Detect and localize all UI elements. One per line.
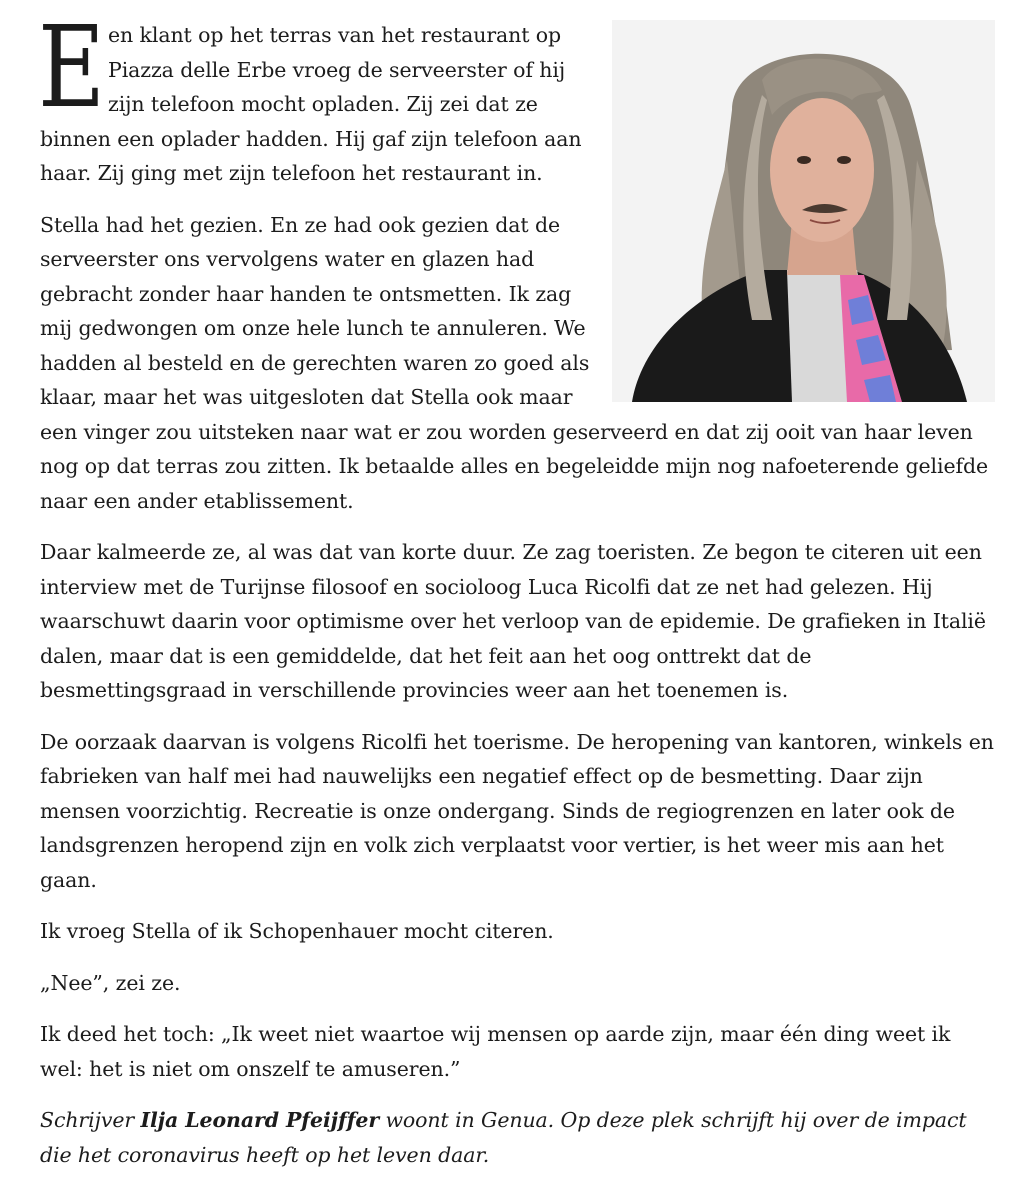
author-portrait-icon (612, 20, 995, 402)
paragraph-7: Ik deed het toch: „Ik weet niet waartoe wij mensen op aarde zijn, maar één ding weet ik wel: het is niet om onszelf te amuseren.” (40, 1022, 951, 1081)
author-portrait (612, 20, 995, 402)
paragraph-5: Ik vroeg Stella of ik Schopenhauer mocht citeren. (40, 919, 554, 943)
article-body (38, 3, 995, 1189)
author-name: Ilja Leonard Pfeijffer (140, 1108, 380, 1132)
paragraph-6: „Nee”, zei ze. (40, 970, 181, 995)
author-byline (40, 1103, 995, 1172)
paragraph-1-text: en klant op het terras van het restaurant op Piazza delle Erbe vroeg de serveerster of hij zijn telefoon mocht opladen. Zij zei dat ze binnen een oplader hadden. Hij gaf zijn telefoon aan haar. Zij ging met zijn telefoon het restaurant in. (40, 23, 582, 185)
paragraph-3: Daar kalmeerde ze, al was dat van korte duur. Ze zag toeristen. Ze begon te citeren uit een interview met de Turijnse filosoof en socioloog Luca Ricolfi dat ze net had gelezen. Hij waarschuwt daarin voor optimisme over het verloop van de epidemie. De grafieken in Italië dalen, maar dat is een gemiddelde, dat het feit aan het oog onttrekt dat de besmettingsgraad in verschillende provincies weer aan het toenemen is. (40, 540, 986, 702)
byline-prefix: Schrijver (40, 1108, 141, 1132)
dropcap-letter: E (38, 3, 105, 133)
byline-suffix: woont in Genua. Op deze plek schrijft hij over de impact die het coronavirus heeft op het leven daar. (40, 1108, 967, 1167)
paragraph-2: Stella had het gezien. En ze had ook gezien dat de serveerster ons vervolgens water en glazen had gebracht zonder haar handen te ontsmetten. Ik zag mij gedwongen om onze hele lunch te annuleren. We hadden al besteld en de gerechten waren zo goed als klaar, maar het was uitgesloten dat Stella ook maar een vinger zou uitsteken naar wat er zou worden geserveerd en dat zij ooit van haar leven nog op dat terras zou zitten. Ik betaalde alles en begeleidde mijn nog nafoeterende geliefde naar een ander etablissement. (40, 212, 989, 513)
paragraph-4: De oorzaak daarvan is volgens Ricolfi het toerisme. De heropening van kantoren, winkels en fabrieken van half mei had nauwelijks een negatief effect op de besmetting. Daar zijn mensen voorzichtig. Recreatie is onze ondergang. Sinds de regiogrenzen en later ook de landsgrenzen heropend zijn en volk zich verplaatst voor vertier, is het weer mis aan het gaan. (40, 729, 994, 892)
